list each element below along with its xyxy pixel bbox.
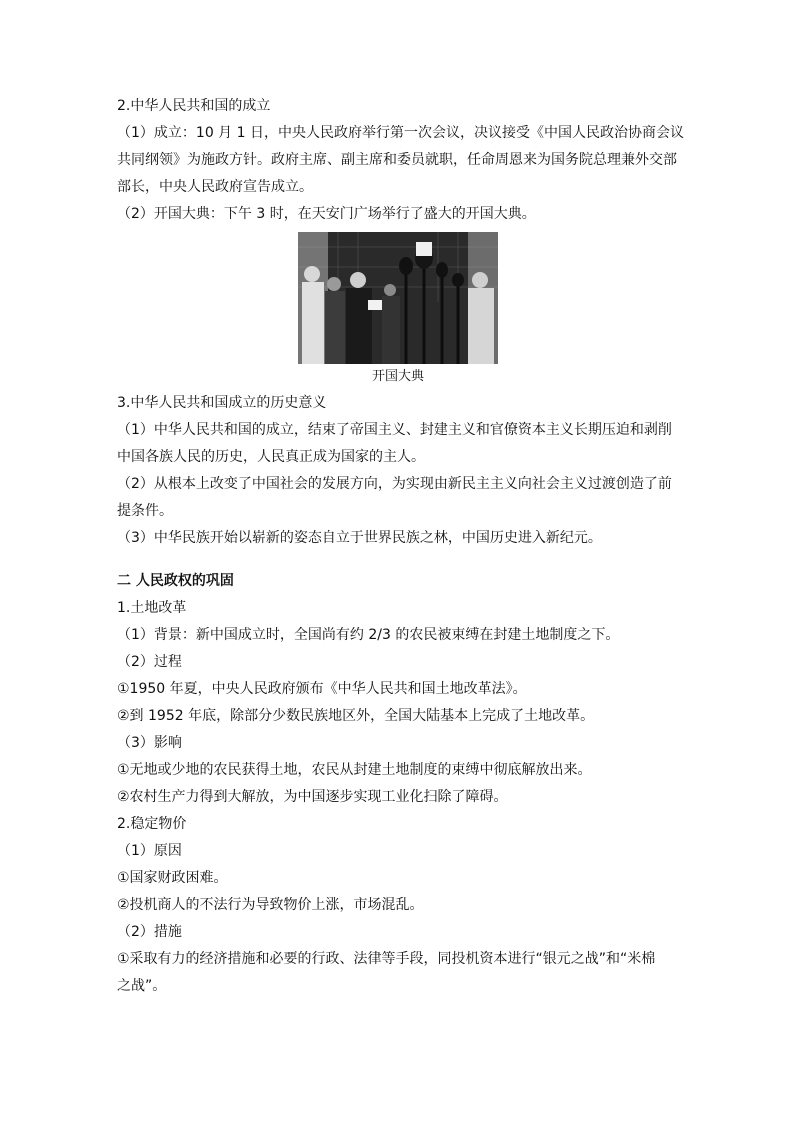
list-item: ①无地或少地的农民获得土地，农民从封建土地制度的束缚中彻底解放出来。 — [117, 762, 592, 778]
section-heading-land-reform: 1.土地改革 — [117, 600, 187, 616]
founding-ceremony-photo — [298, 232, 498, 364]
figure-caption: 开国大典 — [371, 369, 424, 384]
paragraph-line: （1）中华人民共和国的成立，结束了帝国主义、封建主义和官僚资本主义长期压迫和剥削 — [117, 422, 672, 438]
paragraph-line: 共同纲领》为施政方针。政府主席、副主席和委员就职，任命周恩来为国务院总理兼外交部 — [117, 152, 677, 168]
section-heading-price-stabilization: 2.稳定物价 — [117, 816, 187, 832]
section-heading-founding: 2.中华人民共和国的成立 — [117, 98, 271, 114]
section-spacer — [117, 552, 679, 568]
list-item: ②投机商人的不法行为导致物价上涨，市场混乱。 — [117, 897, 424, 913]
paragraph-line: 中国各族人民的历史，人民真正成为国家的主人。 — [117, 449, 425, 465]
list-item: ①采取有力的经济措施和必要的行政、法律等手段，同投机资本进行“银元之战”和“米棉 — [117, 951, 656, 967]
part-heading-consolidation: 二 人民政权的巩固 — [117, 573, 234, 589]
list-item: 之战”。 — [117, 978, 167, 994]
subheading-impact: （3）影响 — [117, 735, 182, 751]
subheading-measures: （2）措施 — [117, 924, 182, 940]
paragraph-line: （1）背景：新中国成立时，全国尚有约 2/3 的农民被束缚在封建土地制度之下。 — [117, 627, 620, 643]
document-page — [117, 93, 684, 1000]
subheading-process: （2）过程 — [117, 654, 182, 670]
paragraph-line: 提条件。 — [117, 503, 173, 519]
paragraph-line: （1）成立：10 月 1 日，中央人民政府举行第一次会议，决议接受《中国人民政治协商会议 — [117, 125, 684, 141]
list-item: ①国家财政困难。 — [117, 870, 228, 886]
paragraph-line: （2）开国大典：下午 3 时，在天安门广场举行了盛大的开国大典。 — [117, 206, 536, 222]
list-item: ①1950 年夏，中央人民政府颁布《中华人民共和国土地改革法》。 — [117, 681, 527, 697]
paragraph-line: （3）中华民族开始以崭新的姿态自立于世界民族之林，中国历史进入新纪元。 — [117, 530, 602, 546]
list-item: ②到 1952 年底，除部分少数民族地区外，全国大陆基本上完成了土地改革。 — [117, 708, 595, 724]
paragraph-line: （2）从根本上改变了中国社会的发展方向，为实现由新民主主义向社会主义过渡创造了前 — [117, 476, 672, 492]
founding-ceremony-figure — [117, 232, 679, 388]
subheading-cause: （1）原因 — [117, 843, 182, 859]
paragraph-line: 部长，中央人民政府宣告成立。 — [117, 179, 313, 195]
list-item: ②农村生产力得到大解放，为中国逐步实现工业化扫除了障碍。 — [117, 789, 508, 805]
section-heading-significance: 3.中华人民共和国成立的历史意义 — [117, 395, 327, 411]
